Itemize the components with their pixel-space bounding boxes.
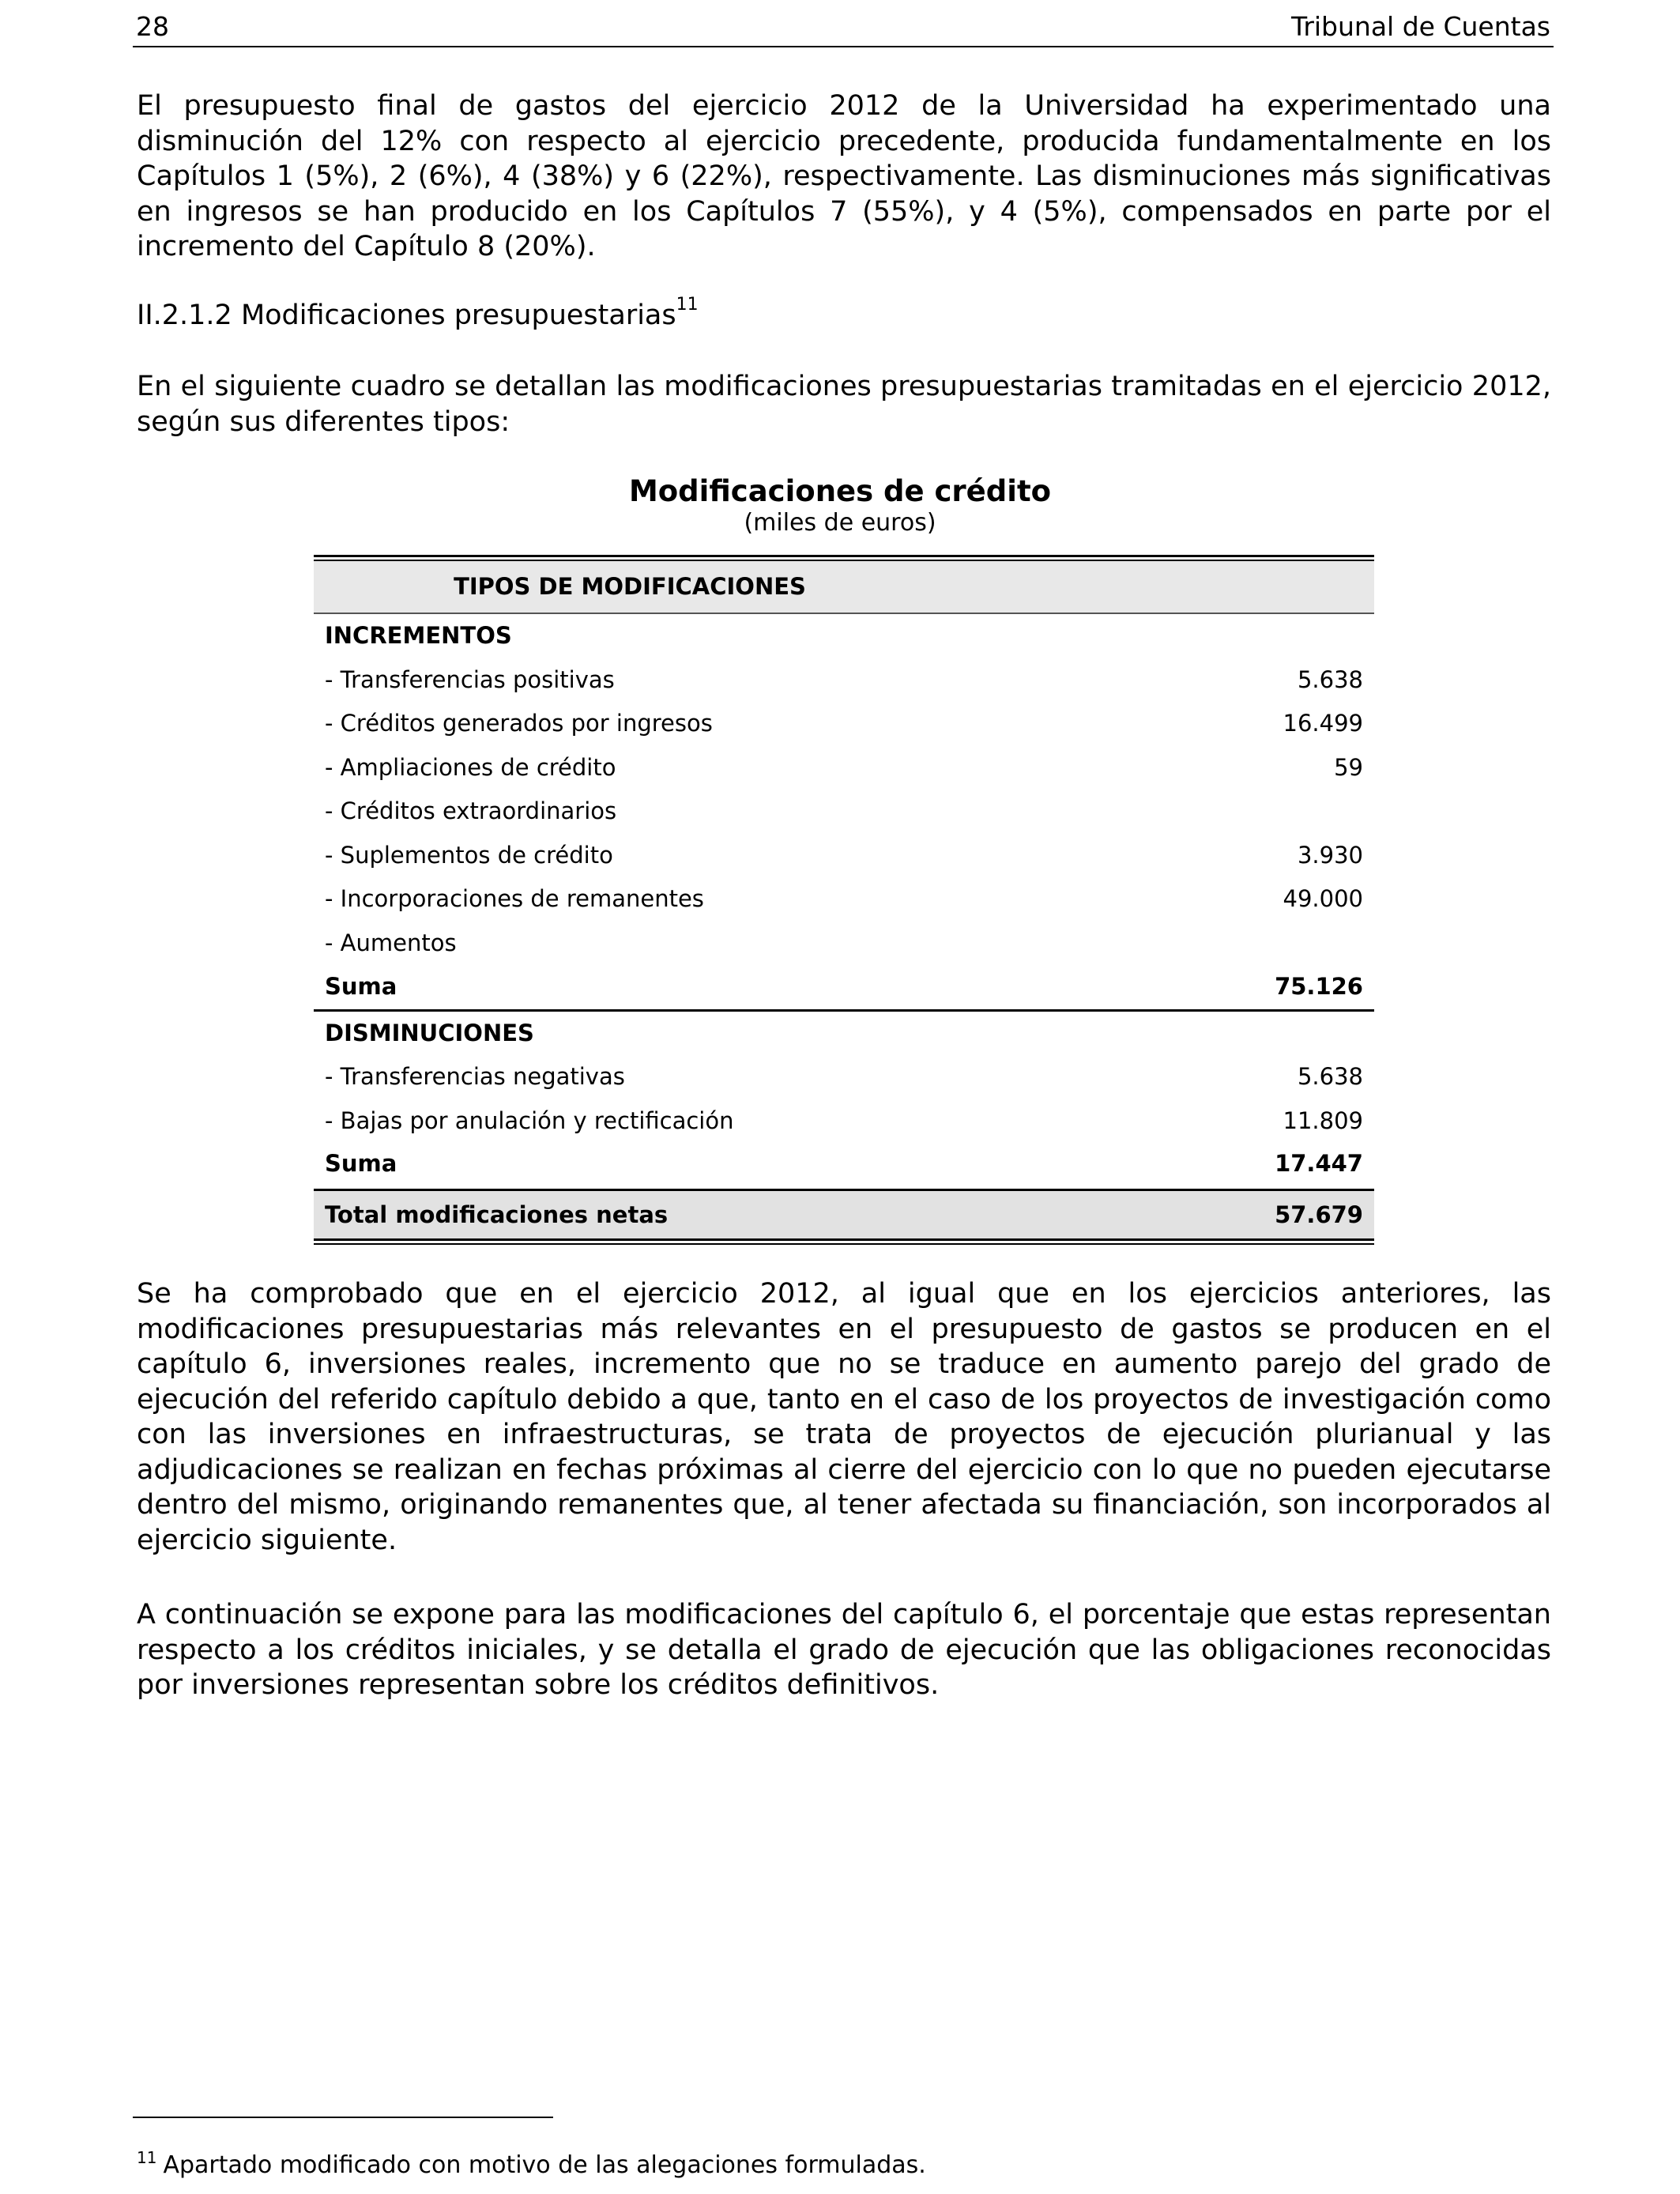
row-label: - Transferencias positivas: [325, 665, 615, 693]
table-row: [314, 922, 1374, 966]
row-value: 16.499: [1283, 710, 1363, 737]
table-title: Modificaciones de crédito: [628, 474, 1052, 508]
row-value: 59: [1334, 753, 1363, 781]
table-header: [314, 561, 1374, 614]
row-value: 5.638: [1297, 1063, 1363, 1090]
row-label: - Ampliaciones de crédito: [325, 753, 616, 781]
page-header: [133, 8, 1554, 47]
row-label: - Créditos extraordinarios: [325, 797, 617, 824]
table-row: [314, 834, 1374, 878]
table-bottom-rule: [314, 1238, 1374, 1245]
row-label: - Aumentos: [325, 929, 457, 956]
row-label: - Bajas por anulación y rectificación: [325, 1106, 734, 1134]
row-label: - Transferencias negativas: [325, 1063, 625, 1090]
decrements-label: DISMINUCIONES: [325, 1019, 534, 1046]
section-title-text: II.2.1.2 Modificaciones presupuestarias: [137, 300, 676, 331]
header-organization: Tribunal de Cuentas: [1291, 11, 1550, 42]
row-value: 5.638: [1297, 665, 1363, 693]
sum-label: Suma: [325, 973, 397, 1000]
footnote-separator: [133, 2117, 553, 2118]
sum-value: 75.126: [1275, 973, 1363, 1000]
footnote-text: Apartado modificado con motivo de las alegaciones formuladas.: [163, 2151, 926, 2179]
table-row: [314, 702, 1374, 746]
row-label: - Incorporaciones de remanentes: [325, 885, 704, 912]
total-row: [314, 1189, 1374, 1238]
table-row: [314, 1099, 1374, 1144]
footnote-reference: 11: [676, 295, 699, 315]
row-label: - Suplementos de crédito: [325, 841, 613, 869]
total-label: Total modificaciones netas: [325, 1201, 669, 1228]
total-value: 57.679: [1275, 1201, 1363, 1228]
paragraph-chapter-6-analysis: Se ha comprobado que en el ejercicio 2012, al igual que en los ejercicios anteriores, las modificaciones presupuestarias más relevantes en el presupuesto de gastos se producen en el capítulo 6, inversiones reales, incremento que no se traduce en aumento parejo del grado de ejecución del referido capítulo debido a que, tanto en el caso de los proyectos de investigación como con las inversiones en infraestructuras, se trata de proyectos de ejecución plurianual y las adjudicaciones se realizan en fechas próximas al cierre del ejercicio con lo que no pueden ejecutarse dentro del mismo, originando remanentes que, al tener afectada su financiación, son incorporados al ejercicio siguiente.: [137, 1278, 1551, 1556]
table-subtitle: (miles de euros): [744, 509, 936, 537]
section-label-increments: [314, 614, 1374, 658]
page-number: 28: [136, 11, 169, 42]
table-row: [314, 790, 1374, 834]
footnote-number: 11: [137, 2148, 157, 2167]
sum-label: Suma: [325, 1150, 397, 1177]
row-label: - Créditos generados por ingresos: [325, 710, 713, 737]
column-header-types: TIPOS DE MODIFICACIONES: [454, 573, 806, 600]
table-row: [314, 877, 1374, 922]
modifications-table: [314, 555, 1374, 1245]
table-row: [314, 658, 1374, 703]
row-value: 11.809: [1283, 1106, 1363, 1134]
sum-value: 17.447: [1275, 1150, 1363, 1177]
table-row: [314, 746, 1374, 790]
row-value: 3.930: [1297, 841, 1363, 869]
increments-sum-row: [314, 965, 1374, 1012]
table-row: [314, 1055, 1374, 1099]
paragraph-table-intro: En el siguiente cuadro se detallan las modificaciones presupuestarias tramitadas en el ejercicio 2012, según sus diferentes tipos:: [137, 371, 1551, 438]
footnote: [137, 2148, 926, 2180]
increments-label: INCREMENTOS: [325, 622, 512, 649]
table-top-rule: [314, 555, 1374, 561]
paragraph-budget-summary: El presupuesto final de gastos del ejercicio 2012 de la Universidad ha experimentado una disminución del 12% con respecto al ejercicio precedente, producida fundamentalmente en los Capítulos 1 (5%), 2 (6%), 4 (38%) y 6 (22%), respectivamente. Las disminuciones más significativas en ingresos se han producido en los Capítulos 7 (55%), y 4 (5%), compensados en parte por el incremento del Capítulo 8 (20%).: [137, 90, 1551, 262]
decrements-sum-row: [314, 1143, 1374, 1184]
paragraph-chapter-6-intro: A continuación se expone para las modificaciones del capítulo 6, el porcentaje que estas representan respecto a los créditos iniciales, y se detalla el grado de ejecución que las obligaciones reconocidas por inversiones representan sobre los créditos definitivos.: [137, 1599, 1551, 1701]
section-label-decrements: [314, 1012, 1374, 1056]
row-value: 49.000: [1283, 885, 1363, 912]
section-title: [137, 295, 699, 333]
